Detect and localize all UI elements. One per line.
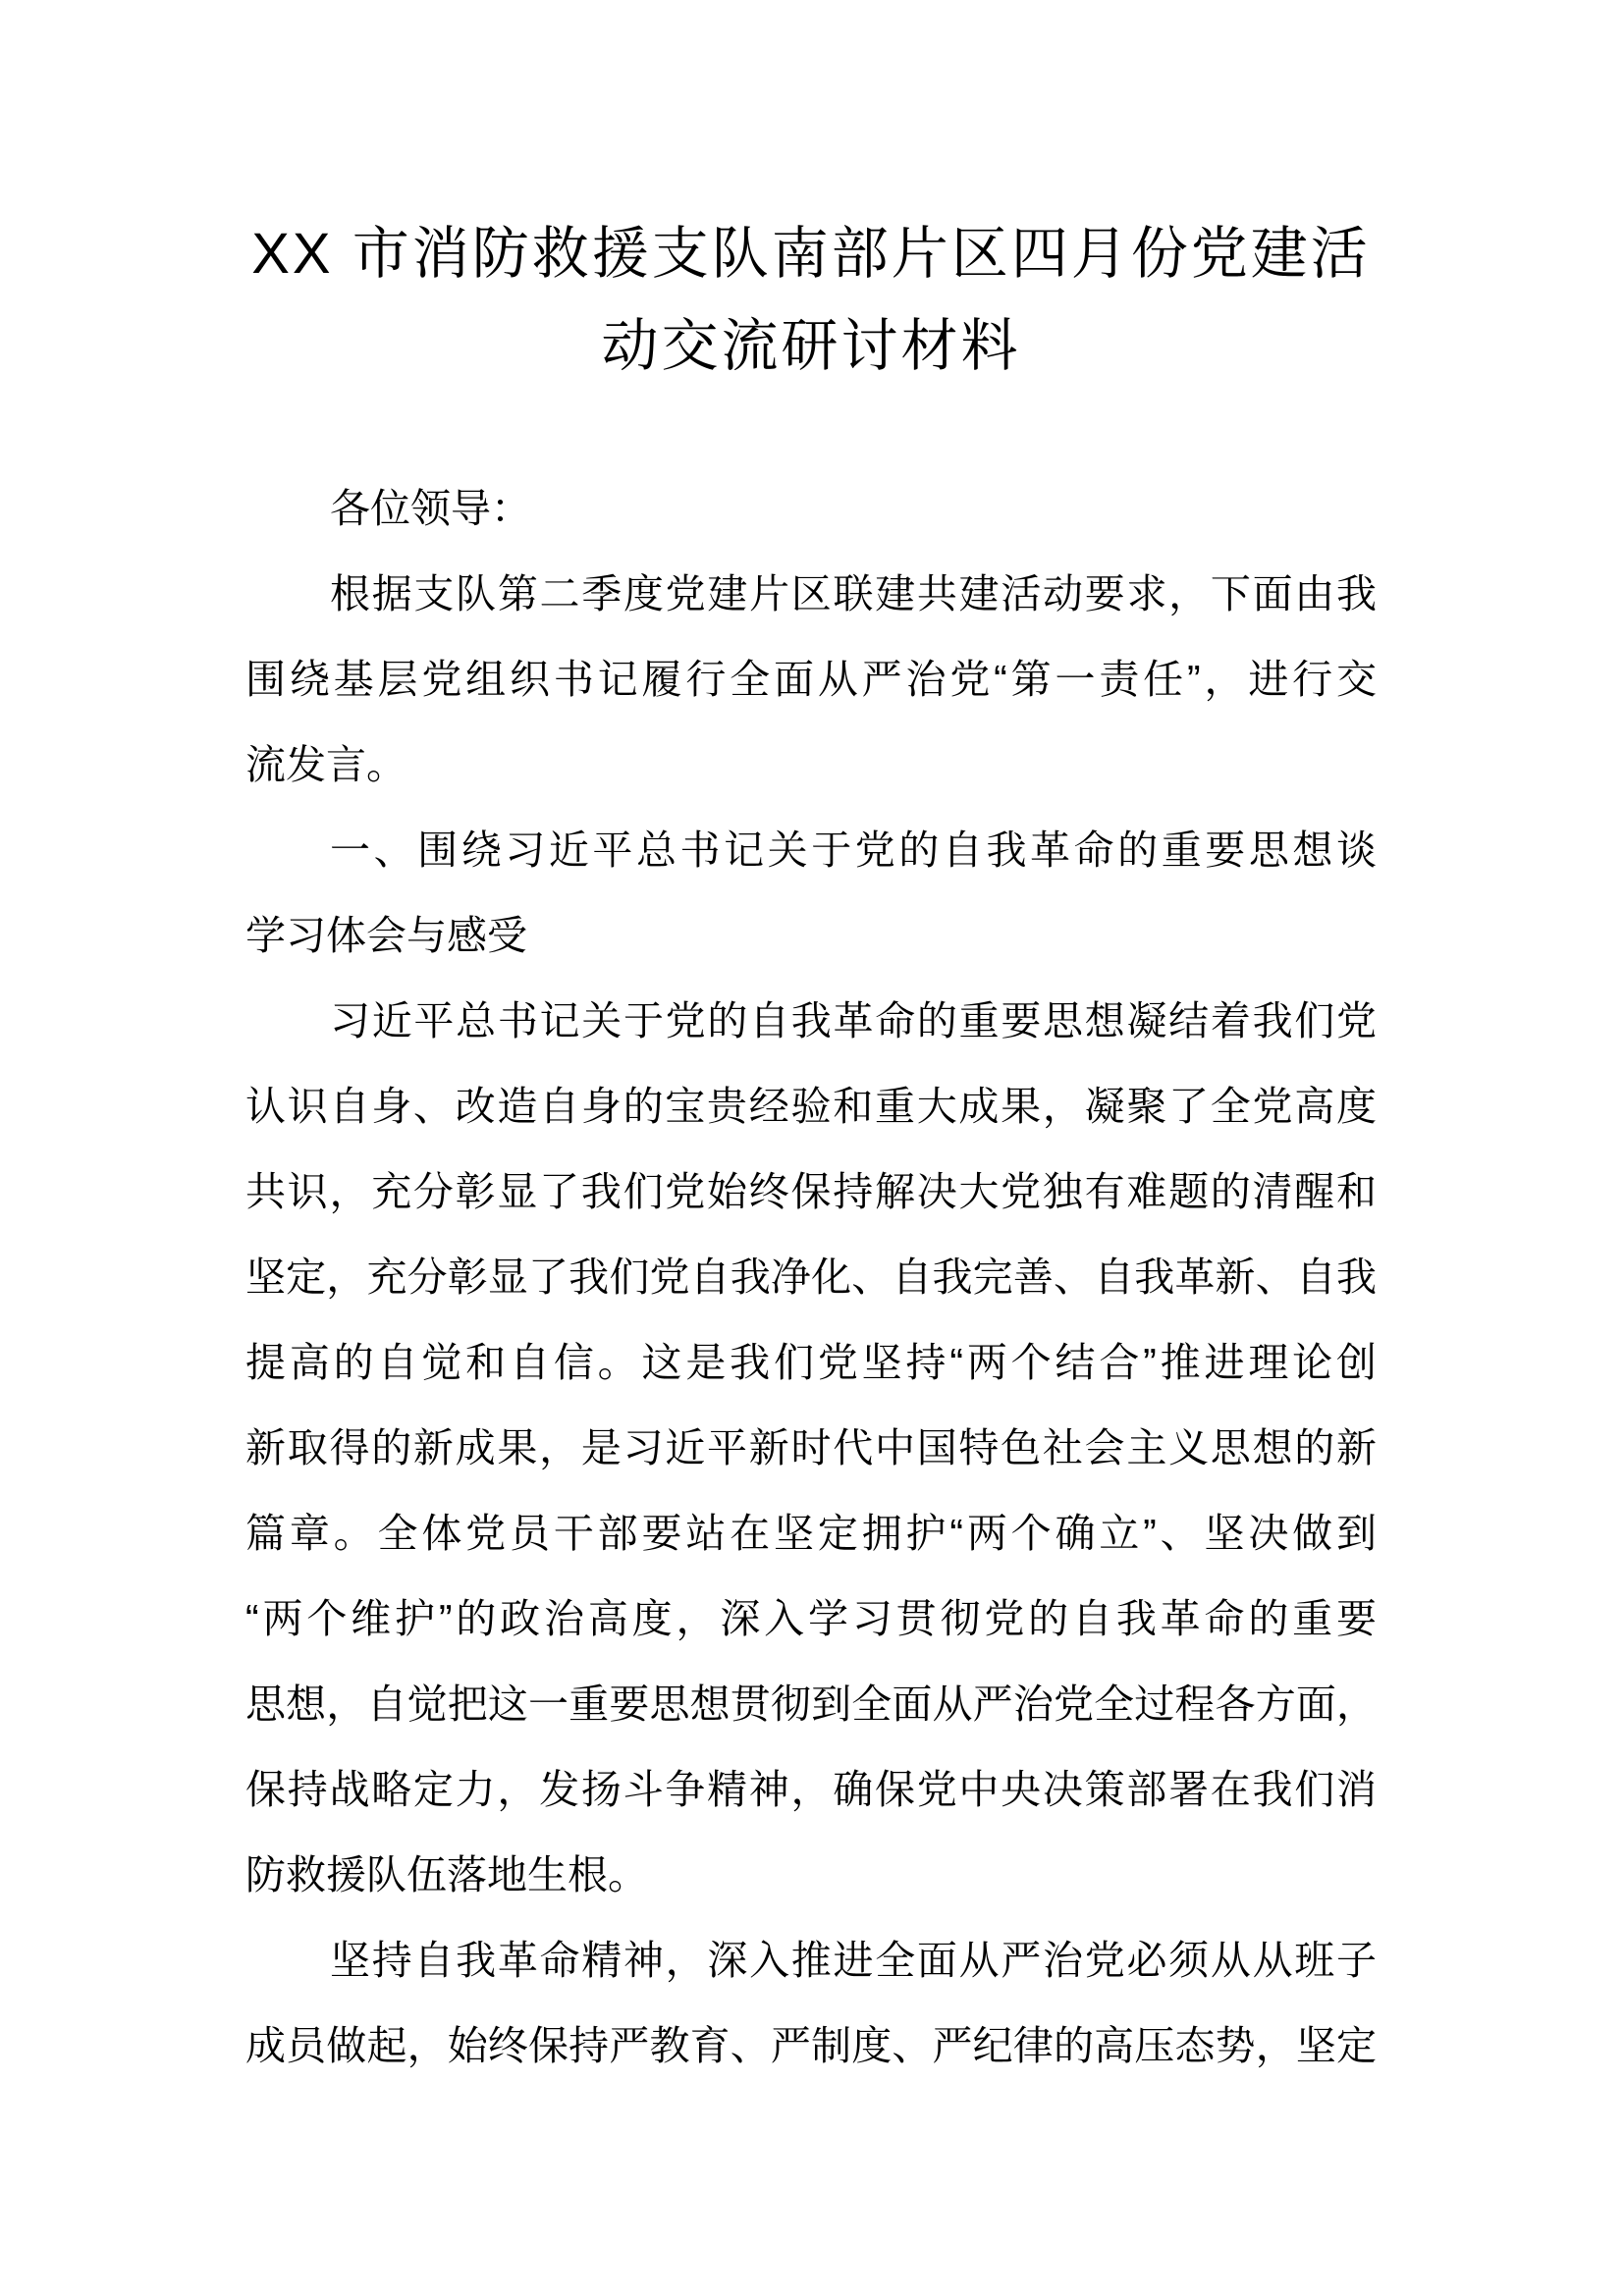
body-line: 一、围绕习近平总书记关于党的自我革命的重要思想谈 [330, 828, 1377, 873]
title-line-2: 动交流研讨材料 [601, 314, 1021, 378]
body-line: 认识自身、改造自身的宝贵经验和重大成果，凝聚了全党高度 [245, 1084, 1377, 1129]
body-line: 各位领导： [330, 486, 531, 531]
body-line: 防救援队伍落地生根。 [245, 1852, 648, 1897]
body-line: 流发言。 [245, 742, 406, 787]
body-line: 保持战略定力，发扬斗争精神，确保党中央决策部署在我们消 [245, 1767, 1377, 1812]
body-line: 学习体会与感受 [245, 913, 527, 958]
body-line: 篇章。全体党员干部要站在坚定拥护“两个确立”、坚决做到 [245, 1511, 1377, 1556]
body-line: 共识，充分彰显了我们党始终保持解决大党独有难题的清醒和 [245, 1169, 1377, 1214]
body-line: 根据支队第二季度党建片区联建共建活动要求，下面由我 [330, 571, 1377, 616]
body-line: 提高的自觉和自信。这是我们党坚持“两个结合”推进理论创 [245, 1340, 1377, 1385]
body-line: 围绕基层党组织书记履行全面从严治党“第一责任”，进行交 [245, 657, 1377, 702]
body-line: 坚定，充分彰显了我们党自我净化、自我完善、自我革新、自我 [245, 1255, 1377, 1300]
body-line: 习近平总书记关于党的自我革命的重要思想凝结着我们党 [330, 998, 1377, 1043]
body-line: 新取得的新成果，是习近平新时代中国特色社会主义思想的新 [245, 1425, 1377, 1470]
document-content [245, 0, 1377, 2089]
body-line: 思想，自觉把这一重要思想贯彻到全面从严治党全过程各方面， [245, 1682, 1377, 1727]
body-line: “两个维护”的政治高度，深入学习贯彻党的自我革命的重要 [245, 1596, 1377, 1641]
body-line: 成员做起，始终保持严教育、严制度、严纪律的高压态势，坚定 [245, 2023, 1377, 2068]
document-title [245, 208, 1377, 393]
title-line-1: XX 市消防救援支队南部片区四月份党建活 [251, 222, 1371, 286]
body-line: 坚持自我革命精神，深入推进全面从严治党必须从从班子 [330, 1938, 1377, 1983]
document-body [245, 466, 1377, 2089]
